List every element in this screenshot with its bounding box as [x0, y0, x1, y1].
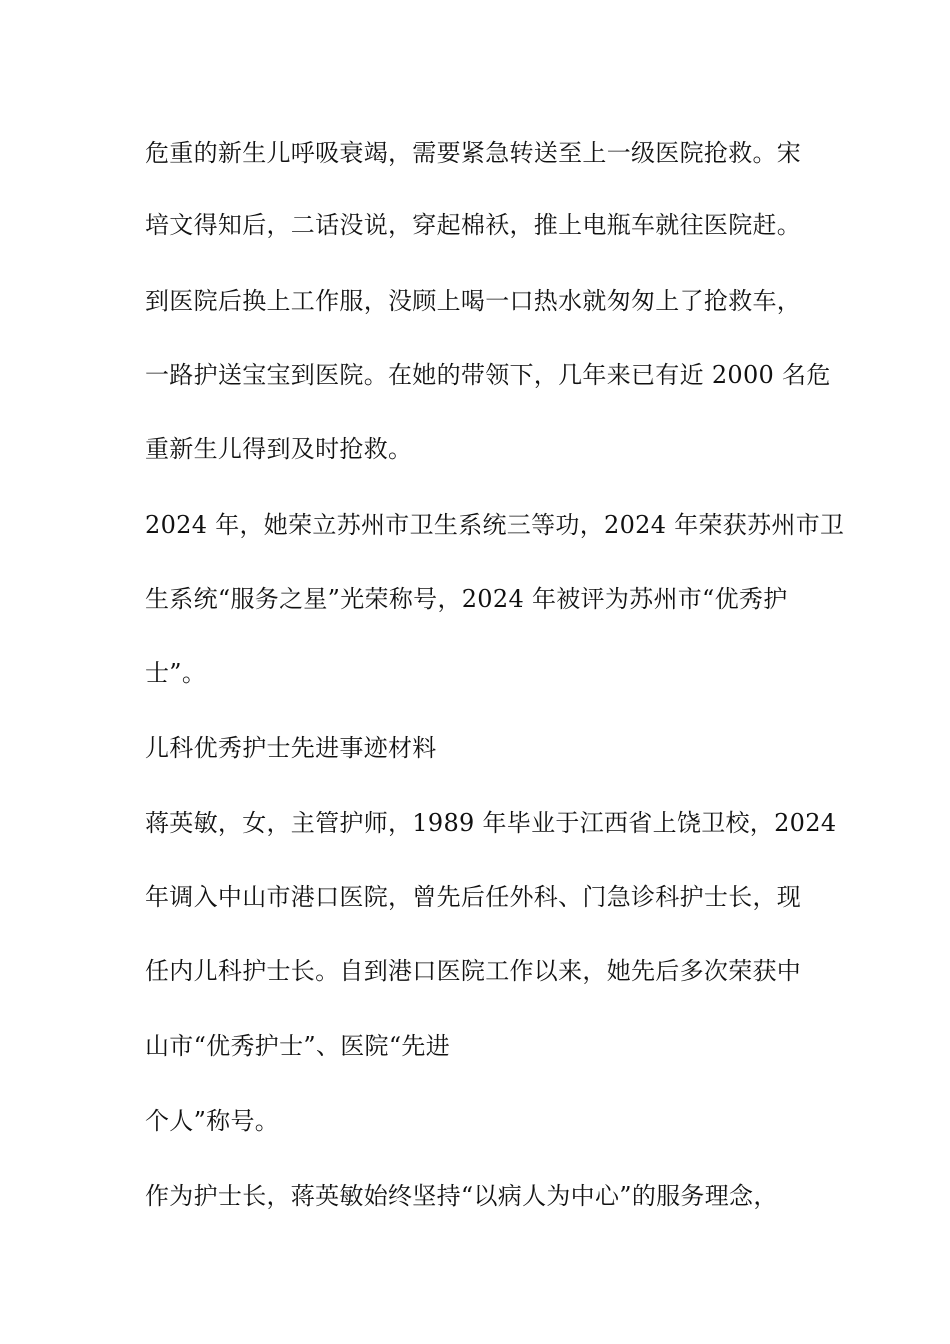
- text-line-11: 年调入中山市港口医院，曾先后任外科、门急诊科护士长，现: [145, 883, 802, 911]
- text-line-2: 培文得知后，二话没说，穿起棉袄，推上电瓶车就往医院赶。: [145, 211, 802, 239]
- text-line-5: 重新生儿得到及时抢救。: [145, 435, 413, 463]
- text-line-6: 2024 年，她荣立苏州市卫生系统三等功，2024 年荣获苏州市卫: [145, 511, 845, 539]
- text-line-4: 一路护送宝宝到医院。在她的带领下，几年来已有近 2000 名危: [145, 361, 831, 389]
- text-line-15: 作为护士长，蒋英敏始终坚持“以病人为中心”的服务理念，: [145, 1182, 778, 1210]
- text-line-1: 危重的新生儿呼吸衰竭，需要紧急转送至上一级医院抢救。宋: [145, 139, 802, 167]
- text-line-8: 士”。: [145, 659, 207, 687]
- text-line-14: 个人”称号。: [145, 1107, 280, 1135]
- text-line-12: 任内儿科护士长。自到港口医院工作以来，她先后多次荣获中: [145, 957, 802, 985]
- text-line-7: 生系统“服务之星”光荣称号，2024 年被评为苏州市“优秀护: [145, 585, 788, 613]
- text-line-13: 山市“优秀护士”、医院“先进: [145, 1032, 451, 1060]
- text-line-3: 到医院后换上工作服，没顾上喝一口热水就匆匆上了抢救车，: [145, 287, 802, 315]
- text-line-10: 蒋英敏，女，主管护师，1989 年毕业于江西省上饶卫校，2024: [145, 809, 837, 837]
- section-heading: 儿科优秀护士先进事迹材料: [145, 734, 437, 762]
